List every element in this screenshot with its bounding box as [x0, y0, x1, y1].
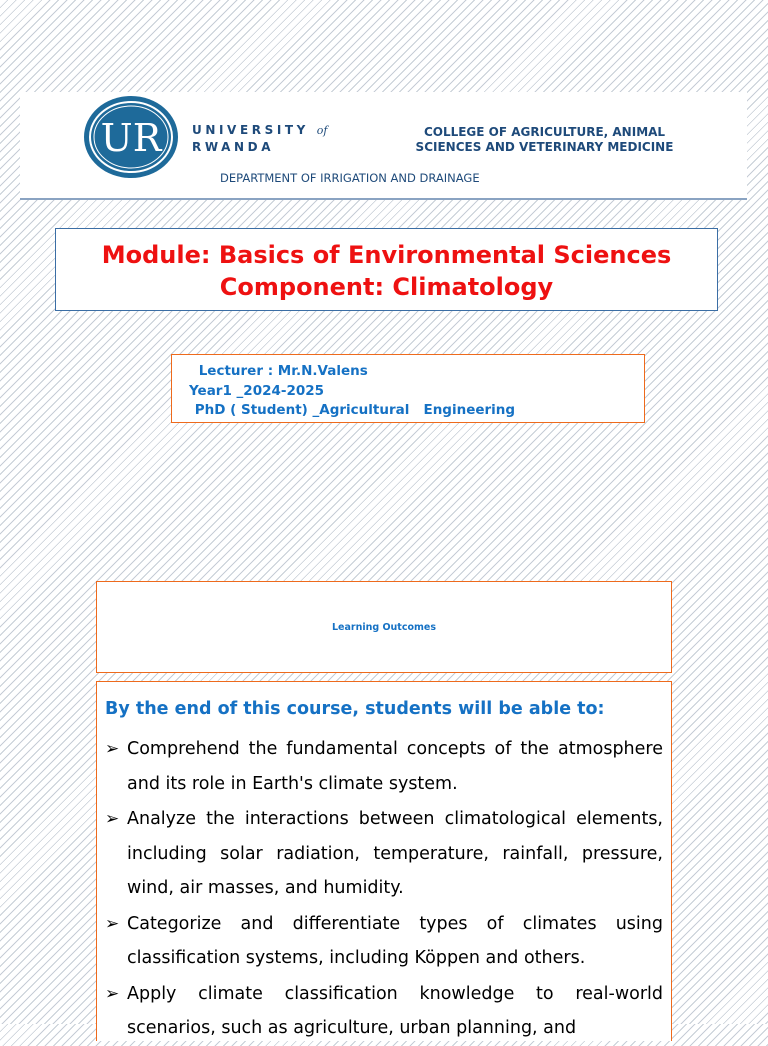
lecturer-info-box — [171, 354, 645, 423]
outcomes-intro: By the end of this course, students will be able to: — [105, 699, 605, 719]
list-item-text: Apply climate classification knowledge to real-world scenarios, such as agriculture, urban planning, and — [127, 983, 663, 1038]
university-line1: UNIVERSITY — [192, 123, 309, 137]
lecturer-line: Lecturer : Mr.N.Valens — [194, 363, 368, 379]
svg-text:UR: UR — [100, 116, 162, 160]
college-line2: SCIENCES AND VETERINARY MEDICINE — [415, 140, 674, 154]
year-line: Year1 _2024-2025 — [189, 382, 325, 399]
university-line2: RWANDA — [192, 140, 275, 154]
list-item-text: Analyze the interactions between climatological elements, including solar radiation, temperature, rainfall, pressure, wind, air masses, and humidity. — [127, 809, 663, 898]
college-name — [392, 125, 697, 155]
college-line1: COLLEGE OF AGRICULTURE, ANIMAL — [423, 125, 666, 139]
module-title-box — [55, 228, 718, 311]
university-name — [192, 122, 327, 155]
university-logo — [83, 95, 179, 179]
degree-line: PhD ( Student) _Agricultural Engineering — [190, 402, 516, 418]
arrow-bullet-icon: ➢ — [105, 913, 120, 934]
module-title: Module: Basics of Environmental Sciences — [101, 241, 672, 269]
university-of: of — [316, 124, 328, 137]
component-title: Component: Climatology — [219, 273, 554, 301]
outcomes-list — [105, 732, 663, 1046]
list-item-text: Categorize and differentiate types of climates using classification systems, including Köppen and others. — [127, 913, 663, 968]
list-item-text: Comprehend the fundamental concepts of the atmosphere and its role in Earth's climate system. — [127, 739, 663, 794]
header-banner — [20, 92, 747, 200]
learning-outcomes-body — [96, 681, 672, 1041]
list-item — [105, 977, 663, 1046]
learning-outcomes-heading: Learning Outcomes — [96, 581, 672, 673]
list-item — [105, 802, 663, 906]
list-item — [105, 907, 663, 976]
department-name: DEPARTMENT OF IRRIGATION AND DRAINAGE — [220, 171, 480, 185]
arrow-bullet-icon: ➢ — [105, 809, 120, 829]
arrow-bullet-icon: ➢ — [105, 983, 120, 1004]
arrow-bullet-icon: ➢ — [105, 739, 120, 759]
list-item — [105, 732, 663, 801]
